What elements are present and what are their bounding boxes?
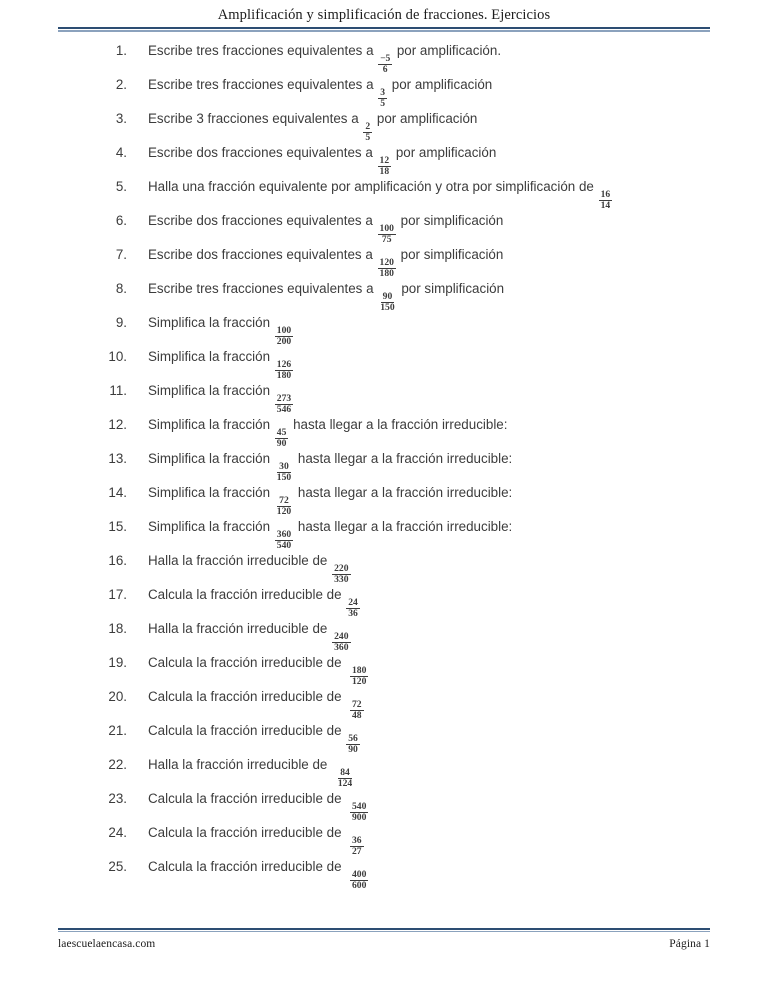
fraction-numerator: 56 xyxy=(348,732,358,744)
exercise-text-after: hasta llegar a la fracción irreducible: xyxy=(294,485,513,500)
exercise-number: 16. xyxy=(108,553,127,568)
exercise-text-after: hasta llegar a la fracción irreducible: xyxy=(294,519,513,534)
fraction-numerator: 540 xyxy=(351,800,367,812)
exercise-body xyxy=(148,110,477,142)
fraction xyxy=(275,394,293,415)
fraction xyxy=(275,360,293,381)
fraction-denominator: 150 xyxy=(276,471,292,483)
exercise-text-before: Escribe dos fracciones equivalentes a xyxy=(148,213,377,228)
exercise-number: 18. xyxy=(108,621,127,636)
header-divider-thin-line xyxy=(58,30,710,32)
exercise-text-before: Escribe tres fracciones equivalentes a xyxy=(148,281,378,296)
exercise-item xyxy=(0,246,768,280)
fraction xyxy=(350,700,364,721)
exercise-text-before: Halla la fracción irreducible de xyxy=(148,621,332,636)
fraction-numerator: 30 xyxy=(279,460,289,472)
fraction-numerator: −5 xyxy=(380,52,391,64)
fraction xyxy=(346,734,360,755)
exercise-body xyxy=(148,212,503,244)
page-title: Amplificación y simplificación de fracciones. Ejercicios xyxy=(217,7,551,23)
exercise-number: 12. xyxy=(108,417,127,432)
exercise-body xyxy=(148,144,496,176)
fraction-denominator: 120 xyxy=(276,505,292,517)
exercise-body xyxy=(148,280,504,312)
fraction-numerator: 45 xyxy=(276,426,287,438)
exercise-item xyxy=(0,450,768,484)
fraction xyxy=(275,496,293,517)
exercise-body xyxy=(148,382,294,414)
exercise-item xyxy=(0,110,768,144)
exercise-item xyxy=(0,314,768,348)
exercise-text-before: Simplifica la fracción xyxy=(148,451,274,466)
fraction-denominator: 200 xyxy=(276,335,292,347)
exercise-item xyxy=(0,824,768,858)
exercise-item xyxy=(0,552,768,586)
exercise-body xyxy=(148,246,503,278)
fraction xyxy=(350,666,368,687)
fraction xyxy=(378,224,396,245)
fraction-denominator: 48 xyxy=(351,709,362,721)
exercise-text-before: Simplifica la fracción xyxy=(148,485,274,500)
exercise-number: 13. xyxy=(108,451,127,466)
exercise-item xyxy=(0,348,768,382)
fraction xyxy=(378,292,396,313)
fraction-numerator: 126 xyxy=(276,358,292,370)
exercise-body xyxy=(148,348,294,380)
exercise-item xyxy=(0,212,768,246)
fraction xyxy=(336,768,354,789)
exercise-body xyxy=(148,76,492,108)
exercise-text-before: Calcula la fracción irreducible de xyxy=(148,689,349,704)
fraction-numerator: 36 xyxy=(351,834,362,846)
fraction-denominator: 540 xyxy=(276,539,292,551)
fraction xyxy=(346,598,360,619)
fraction-denominator: 5 xyxy=(365,131,371,143)
exercise-number: 14. xyxy=(108,485,127,500)
exercise-item xyxy=(0,620,768,654)
exercise-text-before: Calcula la fracción irreducible de xyxy=(148,791,349,806)
fraction-denominator: 18 xyxy=(379,165,390,177)
fraction-numerator: 72 xyxy=(279,494,289,506)
exercise-text-before: Halla la fracción irreducible de xyxy=(148,553,332,568)
exercise-body xyxy=(148,586,361,618)
fraction-numerator: 400 xyxy=(351,868,367,880)
fraction-numerator: 220 xyxy=(334,562,349,574)
exercise-text-before: Simplifica la fracción xyxy=(148,383,274,398)
exercise-text-after: por amplificación xyxy=(373,111,478,126)
exercise-number: 25. xyxy=(108,859,127,874)
fraction xyxy=(599,190,613,211)
exercise-body xyxy=(148,42,501,74)
exercise-item xyxy=(0,382,768,416)
fraction-denominator: 5 xyxy=(380,97,386,109)
exercise-body xyxy=(148,688,365,720)
fraction-numerator: 100 xyxy=(379,222,394,234)
exercise-number: 8. xyxy=(115,281,127,296)
fraction-denominator: 6 xyxy=(382,63,388,75)
fraction-numerator: 273 xyxy=(276,392,292,404)
exercise-number: 11. xyxy=(109,383,127,398)
exercise-body xyxy=(148,756,355,788)
exercise-item xyxy=(0,722,768,756)
exercise-text-before: Calcula la fracción irreducible de xyxy=(148,587,346,602)
fraction-denominator: 27 xyxy=(351,845,362,857)
exercise-item xyxy=(0,484,768,518)
exercise-body xyxy=(148,416,507,448)
fraction-denominator: 360 xyxy=(334,641,349,653)
exercise-number: 10. xyxy=(108,349,127,364)
exercise-text-before: Simplifica la fracción xyxy=(148,519,274,534)
exercise-text-after: por amplificación xyxy=(388,77,493,92)
header-divider xyxy=(58,27,710,32)
exercise-number: 17. xyxy=(108,587,127,602)
exercise-body xyxy=(148,824,365,856)
fraction-numerator: 120 xyxy=(379,256,394,268)
exercise-number: 21. xyxy=(108,723,127,738)
exercise-item xyxy=(0,654,768,688)
exercise-number: 7. xyxy=(115,247,127,262)
exercise-text-before: Simplifica la fracción xyxy=(148,417,274,432)
fraction-numerator: 180 xyxy=(351,664,367,676)
fraction-numerator: 16 xyxy=(600,188,611,200)
footer-site-url: laescuelaencasa.com xyxy=(58,938,156,950)
fraction-denominator: 600 xyxy=(351,879,367,891)
fraction xyxy=(363,122,372,143)
exercise-number: 23. xyxy=(108,791,127,806)
exercise-text-before: Escribe tres fracciones equivalentes a xyxy=(148,43,378,58)
exercise-number: 9. xyxy=(115,315,127,330)
exercise-text-after: hasta llegar a la fracción irreducible: xyxy=(294,451,513,466)
fraction-denominator: 124 xyxy=(337,777,353,789)
exercise-item xyxy=(0,76,768,110)
fraction-numerator: 84 xyxy=(340,766,350,778)
exercise-text-after: hasta llegar a la fracción irreducible: xyxy=(289,417,508,432)
exercise-body xyxy=(148,620,352,652)
exercise-item xyxy=(0,144,768,178)
exercise-body xyxy=(148,314,294,346)
fraction-numerator: 90 xyxy=(382,290,393,302)
exercise-item xyxy=(0,688,768,722)
exercise-text-after: por amplificación xyxy=(392,145,497,160)
fraction-numerator: 12 xyxy=(379,154,390,166)
footer-page-number: Página 1 xyxy=(669,938,710,950)
fraction xyxy=(350,836,364,857)
fraction-denominator: 120 xyxy=(351,675,367,687)
exercise-number: 1. xyxy=(115,43,127,58)
fraction-numerator: 72 xyxy=(351,698,362,710)
exercise-text-before: Simplifica la fracción xyxy=(148,349,274,364)
fraction-denominator: 14 xyxy=(600,199,611,211)
exercise-text-before: Halla una fracción equivalente por amplificación y otra por simplificación de xyxy=(148,179,598,194)
fraction xyxy=(350,802,368,823)
exercise-text-after: por simplificación xyxy=(397,281,505,296)
exercise-number: 19. xyxy=(108,655,127,670)
fraction-numerator: 360 xyxy=(276,528,292,540)
exercise-number: 4. xyxy=(115,145,127,160)
exercise-number: 22. xyxy=(108,757,127,772)
fraction-denominator: 36 xyxy=(348,607,358,619)
exercise-item xyxy=(0,518,768,552)
exercise-text-before: Halla la fracción irreducible de xyxy=(148,757,335,772)
exercise-body xyxy=(148,178,613,210)
exercise-text-before: Calcula la fracción irreducible de xyxy=(148,825,349,840)
exercise-text-after: por amplificación. xyxy=(393,43,502,58)
fraction-denominator: 90 xyxy=(276,437,287,449)
exercise-text-before: Escribe 3 fracciones equivalentes a xyxy=(148,111,363,126)
footer-row xyxy=(58,932,710,950)
fraction xyxy=(350,870,368,891)
exercise-item xyxy=(0,586,768,620)
exercise-text-before: Calcula la fracción irreducible de xyxy=(148,655,349,670)
exercise-item xyxy=(0,280,768,314)
fraction xyxy=(332,564,350,585)
fraction xyxy=(275,428,289,449)
exercise-text-after: por simplificación xyxy=(396,213,504,228)
exercise-number: 20. xyxy=(108,689,127,704)
exercise-text-before: Calcula la fracción irreducible de xyxy=(148,723,346,738)
exercise-text-before: Escribe dos fracciones equivalentes a xyxy=(148,247,377,262)
exercise-body xyxy=(148,654,369,686)
document-footer xyxy=(58,928,710,954)
exercise-item xyxy=(0,858,768,892)
exercise-body xyxy=(148,722,361,754)
fraction-numerator: 100 xyxy=(276,324,292,336)
exercise-number: 6. xyxy=(115,213,127,228)
fraction-denominator: 180 xyxy=(276,369,292,381)
fraction xyxy=(275,326,293,347)
fraction xyxy=(332,632,350,653)
fraction-numerator: 3 xyxy=(380,86,386,98)
fraction xyxy=(378,54,392,75)
exercise-text-before: Escribe dos fracciones equivalentes a xyxy=(148,145,377,160)
exercise-number: 24. xyxy=(108,825,127,840)
fraction-denominator: 900 xyxy=(351,811,367,823)
exercise-body xyxy=(148,450,512,482)
exercise-item xyxy=(0,178,768,212)
exercise-body xyxy=(148,790,369,822)
fraction-numerator: 2 xyxy=(365,120,371,132)
fraction-denominator: 330 xyxy=(334,573,349,585)
document-header xyxy=(0,0,768,34)
exercise-item xyxy=(0,756,768,790)
exercise-item xyxy=(0,790,768,824)
exercise-text-before: Escribe tres fracciones equivalentes a xyxy=(148,77,378,92)
fraction-denominator: 150 xyxy=(380,301,395,313)
exercise-text-before: Calcula la fracción irreducible de xyxy=(148,859,349,874)
exercise-number: 3. xyxy=(115,111,127,126)
fraction-denominator: 180 xyxy=(379,267,394,279)
exercise-item xyxy=(0,42,768,76)
fraction xyxy=(378,156,392,177)
exercise-body xyxy=(148,484,512,516)
exercise-number: 15. xyxy=(108,519,127,534)
exercise-body xyxy=(148,552,352,584)
exercise-list xyxy=(0,42,768,892)
exercise-text-after: por simplificación xyxy=(396,247,504,262)
fraction xyxy=(275,462,293,483)
exercise-body xyxy=(148,518,512,550)
fraction-numerator: 24 xyxy=(348,596,358,608)
exercise-text-before: Simplifica la fracción xyxy=(148,315,274,330)
fraction xyxy=(275,530,293,551)
exercise-item xyxy=(0,416,768,450)
fraction-numerator: 240 xyxy=(334,630,349,642)
fraction xyxy=(378,258,396,279)
fraction-denominator: 90 xyxy=(348,743,358,755)
exercise-number: 2. xyxy=(115,77,127,92)
fraction-denominator: 546 xyxy=(276,403,292,415)
fraction xyxy=(378,88,387,109)
fraction-denominator: 75 xyxy=(381,233,392,245)
exercise-number: 5. xyxy=(115,179,127,194)
exercise-body xyxy=(148,858,369,890)
